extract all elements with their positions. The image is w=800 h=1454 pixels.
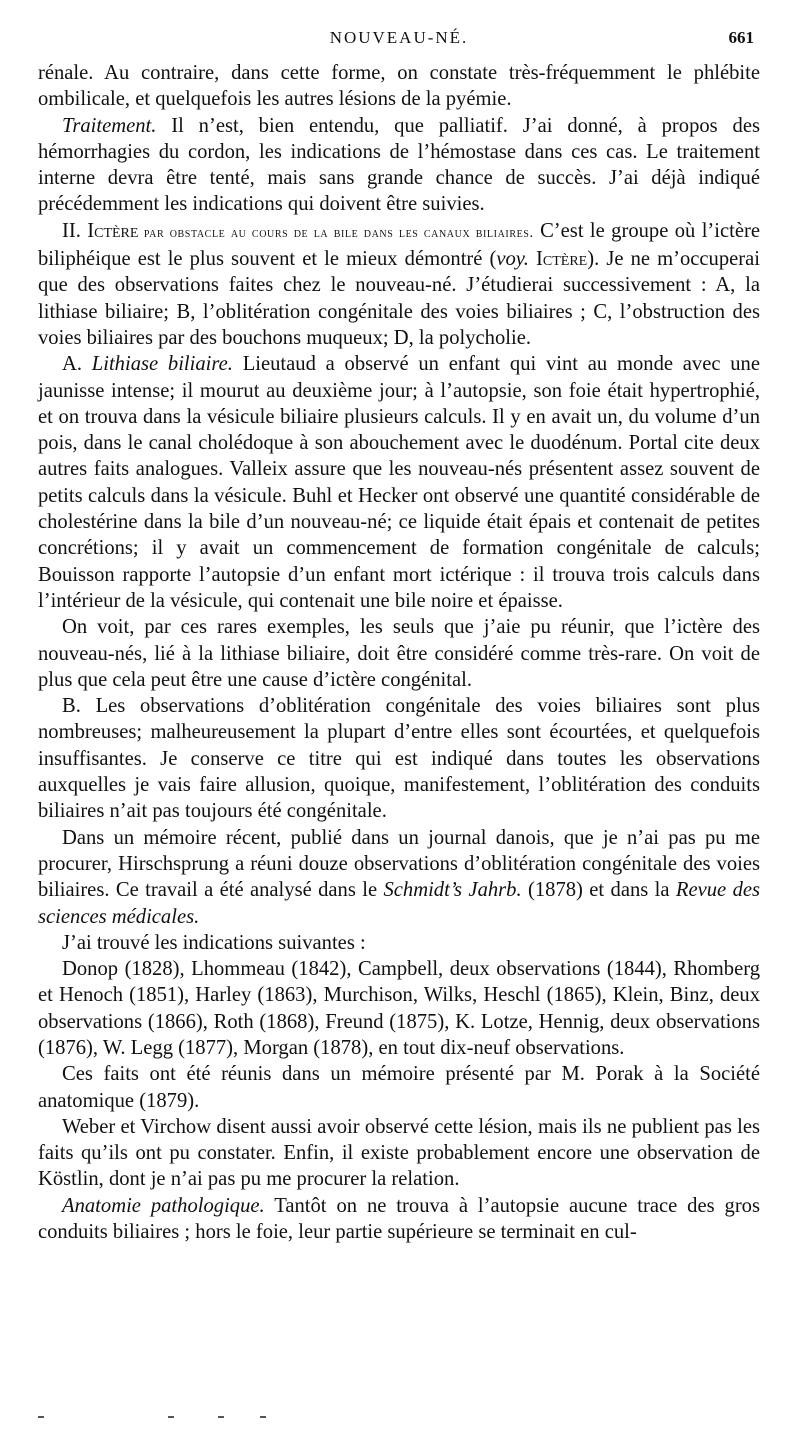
- paragraph-traitement-text: Il n’est, bien entendu, que palliatif. J’ai donné, à propos des hémorrhagies du cordon, les indications de l’hémostase dans ces cas. Le traitement interne devra être tenté, mais sans grande chance de succès. J’ai déjà indiqué précédemment les indications qui doivent être suivies.: [38, 114, 760, 216]
- section-number: II.: [62, 219, 88, 242]
- paragraph-traitement: [38, 113, 760, 218]
- space: [529, 248, 536, 270]
- journal-title-schmidt: Schmidt’s Jahrb.: [383, 879, 522, 902]
- paragraph-anatomie: [38, 1193, 760, 1246]
- running-title: NOUVEAU-NÉ.: [329, 28, 469, 47]
- voy-abbrev: voy.: [496, 248, 529, 271]
- section-heading: par obstacle au cours de la bile dans les canaux biliaires.: [138, 224, 534, 241]
- paragraph-weber-virchow: Weber et Virchow disent aussi avoir observé cette lésion, mais ils ne publient pas les faits qu’ils ont pu constater. Enfin, il existe probablement encore une observation de Köstlin, dont je n’ai pas pu me procurer la relation.: [38, 1115, 760, 1191]
- page-header: [38, 28, 760, 56]
- paragraph-oblitération: B. Les observations d’oblitération congénitale des voies biliaires sont plus nombreuses; malheureusement la plupart d’entre elles sont écourtées, et quelquefois insuffisantes. Je conserve ce titre qui est indiqué dans toutes les observations auxquelles je vais faire allusion, quoique, manifestement, l’oblitération des conduits biliaires n’ait pas toujours été congénitale.: [38, 695, 760, 823]
- paragraph-memoire-text-b: (1878) et dans la: [521, 879, 676, 902]
- paragraph-section-ii-text-a: C’est le groupe où l’ictère biliphéique est le plus souvent et le mieux démontré (: [38, 219, 761, 271]
- section-heading-first-word: Ictère: [87, 219, 139, 242]
- subsection-letter-a: A.: [62, 353, 92, 376]
- paragraph-section-ii: [38, 218, 760, 351]
- footer-mark: [260, 1416, 266, 1418]
- cross-reference: Ictère: [536, 248, 588, 271]
- footer-marks: [38, 1416, 760, 1422]
- paragraph-memoire-text-a: Dans un mémoire récent, publié dans un journal danois, que je n’ai pas pu me procurer, Hirschsprung a réuni douze observations d’oblitération congénitale des voies biliaires. Ce travail a été analysé dans le: [38, 826, 760, 902]
- subsection-label-lithiase: Lithiase biliaire.: [91, 353, 233, 376]
- paragraph-anatomie-text: Tantôt on ne trouva à l’autopsie aucune trace des gros conduits biliaires ; hors le foie, leur partie supérieure se terminait en cul-: [38, 1194, 760, 1244]
- paragraph-1: rénale. Au contraire, dans cette forme, on constate très-fréquemment le phlébite ombilicale, et quelquefois les autres lésions de la pyémie.: [38, 62, 760, 111]
- paragraph-5: On voit, par ces rares exemples, les seuls que j’aie pu réunir, que l’ictère des nouveau-nés, lié à la lithiase biliaire, doit être considéré comme très-rare. On voit de plus que cela peut être une cause d’ictère congénital.: [38, 616, 760, 691]
- footer-mark: [218, 1416, 224, 1418]
- paragraph-memoire: [38, 825, 760, 930]
- body-text: [38, 60, 760, 1245]
- paragraph-porak: Ces faits ont été réunis dans un mémoire présenté par M. Porak à la Société anatomique (1879).: [38, 1063, 760, 1112]
- footer-mark: [38, 1416, 44, 1418]
- paragraph-indications: J’ai trouvé les indications suivantes :: [62, 931, 366, 954]
- paragraph-references-list: Donop (1828), Lhommeau (1842), Campbell, deux observations (1844), Rhomberg et Henoch (1851), Harley (1863), Murchison, Wilks, Heschl (1865), Klein, Binz, deux observations (1866), Roth (1868), Freund (1875), K. Lotze, Hennig, deux observations (1876), W. Legg (1877), Morgan (1878), en tout dix-neuf observations.: [38, 958, 760, 1059]
- paragraph-section-ii-text-b: ). Je ne m’occuperai que des observations faites chez le nouveau-né. J’étudierai successivement : A, la lithiase biliaire; B, l’oblitération congénitale des voies biliaires ; C, l’obstruction des voies biliaires par des bouchons muqueux; D, la polycholie.: [38, 248, 761, 349]
- page-number: 661: [728, 28, 754, 47]
- paragraph-lithiase-text: Lieutaud a observé un enfant qui vint au monde avec une jaunisse intense; il mourut au deuxième jour; à l’autopsie, son foie était hypertrophié, et on trouva dans la vésicule biliaire plusieurs calculs. Il y en avait un, du volume d’un pois, dans le canal cholédoque à son abouchement avec le duodénum. Portal cite deux autres faits analogues. Valleix assure que les nouveau-nés présentent assez souvent de petits calculs dans la vésicule. Buhl et Hecker ont observé une quantité considérable de cholestérine dans la bile d’un nouveau-né; ce liquide était épais et contenait de petites concrétions; il y avait un commencement de formation congénitale de calculs; Bouisson rapporte l’autopsie d’un enfant mort ictérique : il trouva trois calculs dans l’intérieur de la vésicule, qui contenait une bile noire et épaisse.: [38, 353, 760, 612]
- paragraph-lithiase: [38, 351, 760, 614]
- journal-title-revue: Revue des sciences médicales.: [38, 879, 761, 928]
- footer-mark: [168, 1416, 174, 1418]
- section-label-traitement: Traitement.: [62, 114, 157, 137]
- section-label-anatomie: Anatomie pathologique.: [62, 1194, 265, 1217]
